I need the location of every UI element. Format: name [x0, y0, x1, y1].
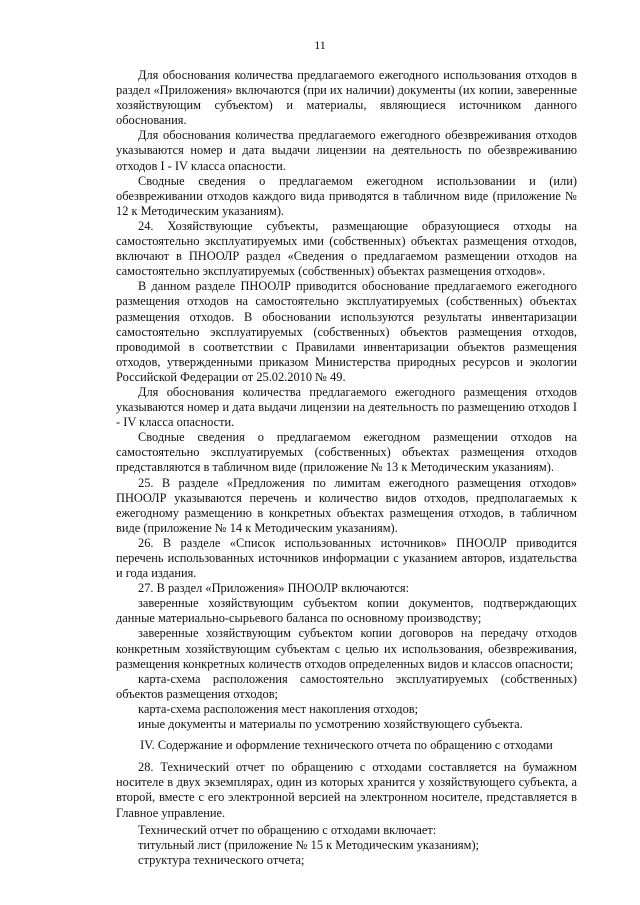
section-heading: IV. Содержание и оформление технического отчета по обращению с отходами — [140, 738, 553, 753]
list-item-balance-copies: заверенные хозяйствующим субъектом копии документов, подтверждающих данные материально-сырьевого баланса по основному производству; — [116, 596, 577, 626]
paragraph-item-25: 25. В разделе «Предложения по лимитам ежегодного размещения отходов» ПНООЛР указываются перечень и количество видов отходов, предполагаемых к ежегодному размещению в конкретных объектах размещения отходов, в табличном виде (приложение № 14 к Методическим указаниям). — [116, 475, 577, 535]
list-item-accumulation-map: карта-схема расположения мест накопления отходов; — [138, 701, 419, 716]
paragraph-usage-summary: Сводные сведения о предлагаемом ежегодном использовании и (или) обезвреживании отходов каждого вида приводятся в табличном виде (приложение № 12 к Методическим указаниям). — [116, 173, 577, 218]
paragraph-neutralization-license: Для обоснования количества предлагаемого ежегодного обезвреживания отходов указываются номер и дата выдачи лицензии на деятельность по обезвреживанию отходов I - IV класса опасности. — [116, 128, 577, 173]
paragraph-item-26: 26. В разделе «Список использованных источников» ПНООЛР приводится перечень использованных источников информации с указанием авторов, издательства и года издания. — [116, 535, 577, 581]
paragraph-item-28: 28. Технический отчет по обращению с отходами составляется на бумажном носителе в двух экземплярах, один из которых хранится у хозяйствующего субъекта, а второй, вместе с его электронной версией на электронном носителе, представляется в Главное управление. — [116, 760, 577, 820]
paragraph-disposal-license: Для обоснования количества предлагаемого ежегодного размещения отходов указываются номер и дата выдачи лицензии на деятельность по размещению отходов I - IV класса опасности. — [116, 384, 577, 430]
list-item-title-page: титульный лист (приложение № 15 к Методическим указаниям); — [138, 837, 480, 852]
list-item-contract-copies: заверенные хозяйствующим субъектом копии договоров на передачу отходов конкретным хозяйствующим субъектам с целью их использования, обезвреживания, размещения конкретных количеств отходов определенных видов и классов опасности; — [116, 626, 577, 671]
paragraph-item-24: 24. Хозяйствующие субъекты, размещающие образующиеся отходы на самостоятельно эксплуатируемых ими (собственных) объектах размещения отходов, включают в ПНООЛР раздел «Сведения о предлагаемом размещении отходов на самостоятельно эксплуатируемых (собственных) объектах размещения отходов». — [116, 218, 577, 279]
paragraph-disposal-summary: Сводные сведения о предлагаемом ежегодном размещении отходов на самостоятельно эксплуатируемых (собственных) объектах размещения отходов представляются в табличном виде (приложение № 13 к Методическим указаниям). — [116, 430, 577, 475]
paragraph-item-27: 27. В раздел «Приложения» ПНООЛР включаются: — [138, 581, 410, 596]
list-item-other-documents: иные документы и материалы по усмотрению хозяйствующего субъекта. — [138, 717, 523, 732]
document-body — [116, 68, 577, 868]
list-item-report-structure: структура технического отчета; — [138, 852, 305, 867]
paragraph-report-includes: Технический отчет по обращению с отходами включает: — [138, 822, 437, 837]
list-item-disposal-map: карта-схема расположения самостоятельно эксплуатируемых (собственных) объектов размещения отходов; — [116, 671, 577, 701]
page-number: 11 — [314, 38, 326, 52]
paragraph-disposal-justification: В данном разделе ПНООЛР приводится обоснование предлагаемого ежегодного размещения отходов на самостоятельно эксплуатируемых (собственных) объектах размещения отходов. В обосновании используются результаты инвентаризации самостоятельно эксплуатируемых (собственных) объектов размещения отходов, проводимой в соответствии с Правилами инвентаризации объектов размещения отходов, утвержденными приказом Министерства природных ресурсов и экологии Российской Федерации от 25.02.2010 № 49. — [116, 279, 577, 384]
paragraph-usage-justification: Для обоснования количества предлагаемого ежегодного использования отходов в раздел «Приложения» включаются (при их наличии) документы (их копии, заверенные хозяйствующим субъектом) и материалы, являющиеся источником данного обоснования. — [116, 68, 577, 128]
